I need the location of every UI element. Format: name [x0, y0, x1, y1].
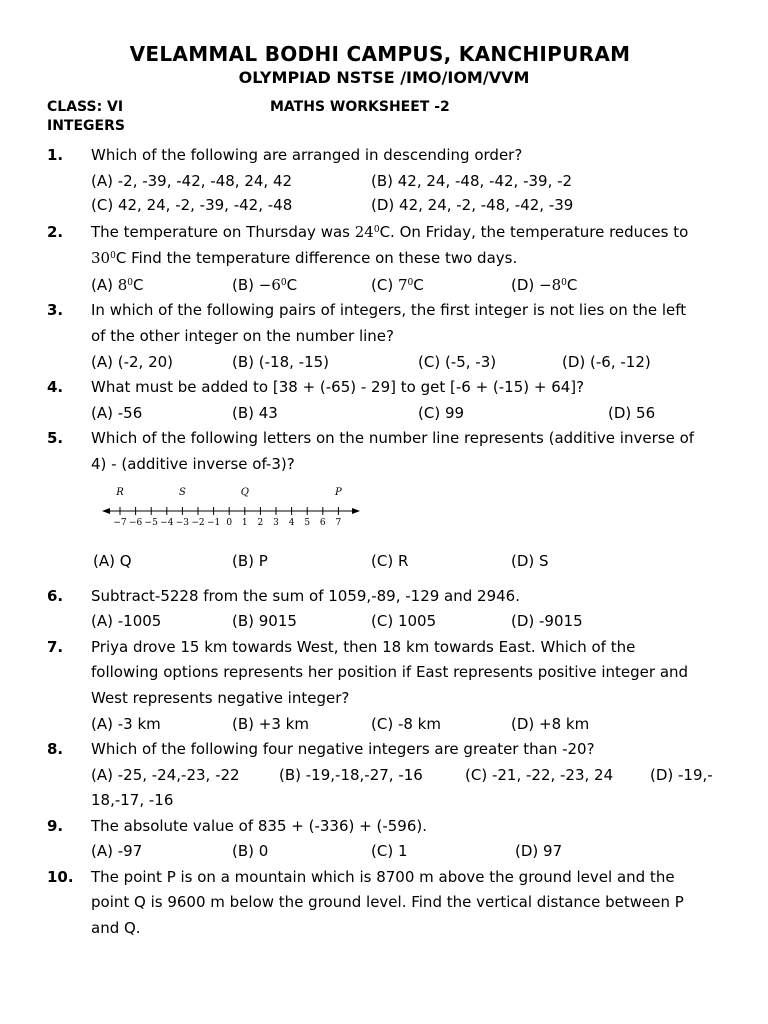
option-d-continued: 18,-17, -16	[91, 791, 174, 809]
question-text-line-3: and Q.	[91, 919, 141, 937]
option-c: (C) 1	[371, 842, 408, 860]
option-d: (D) S	[511, 552, 549, 570]
tick-label: −7	[113, 518, 127, 528]
question-text-line-3: West represents negative integer?	[91, 689, 350, 707]
point-label-q: Q	[240, 487, 249, 498]
option-d: (D) -9015	[511, 612, 583, 630]
question-text-line-1: In which of the following pairs of integers, the first integer is not lies on the left	[91, 301, 687, 319]
tick-label: −4	[160, 518, 174, 528]
tick-label: 4	[288, 518, 295, 528]
question-text-line-2: following options represents her position if East represents positive integer and	[91, 663, 689, 681]
question-number: 4.	[47, 378, 64, 396]
option-c: (C) -8 km	[371, 715, 441, 733]
question-text: What must be added to [38 + (-65) - 29] to get [-6 + (-15) + 64]?	[91, 378, 585, 396]
option-b: (B) 9015	[232, 612, 297, 630]
option-b: (B) +3 km	[232, 715, 309, 733]
question-text-line-1: Which of the following letters on the number line represents (additive inverse of	[91, 429, 695, 447]
option-d: (D) +8 km	[511, 715, 590, 733]
option-d: (D) -19,-	[650, 766, 713, 784]
option-a: (A) $8^0C$	[91, 276, 144, 294]
option-a: (A) -97	[91, 842, 143, 860]
point-label-r: R	[116, 487, 124, 498]
tick-label: 3	[273, 518, 279, 528]
question-text-line-2: 4) - (additive inverse of-3)?	[91, 455, 295, 473]
question-text: The absolute value of 835 + (-336) + (-596).	[91, 817, 427, 835]
option-d: (D) 42, 24, -2, -48, -42, -39	[371, 196, 574, 214]
option-a: (A) -1005	[91, 612, 162, 630]
option-b: (B) 0	[232, 842, 269, 860]
question-number: 5.	[47, 429, 64, 447]
option-a: (A) -3 km	[91, 715, 161, 733]
question-number: 7.	[47, 638, 64, 656]
option-d: (D) 56	[608, 404, 656, 422]
topic-label: INTEGERS	[47, 118, 125, 134]
question-text-line-2: of the other integer on the number line?	[91, 327, 394, 345]
number-line-points	[115, 487, 342, 498]
question-text-line-1: Priya drove 15 km towards West, then 18 km towards East. Which of the	[91, 638, 636, 656]
tick-label: 6	[319, 518, 326, 528]
olympiad-subtitle: OLYMPIAD NSTSE /IMO/IOM/VVM	[238, 68, 530, 87]
worksheet-title: MATHS WORKSHEET -2	[270, 99, 450, 115]
tick-label: −2	[191, 518, 205, 528]
tick-label: −6	[128, 518, 143, 528]
option-a: (A) (-2, 20)	[91, 353, 174, 371]
option-a: (A) -25, -24,-23, -22	[91, 766, 240, 784]
question-text: Subtract-5228 from the sum of 1059,-89, -129 and 2946.	[91, 587, 520, 605]
option-c: (C) (-5, -3)	[418, 353, 497, 371]
tick-label: −3	[175, 518, 190, 528]
left-arrow-icon	[102, 508, 110, 514]
option-d: (D) (-6, -12)	[562, 353, 651, 371]
option-b: (B) 43	[232, 404, 278, 422]
question-number: 2.	[47, 223, 64, 241]
option-d: $(D) -8^0C$	[511, 276, 578, 294]
tick-label: −5	[144, 518, 158, 528]
question-text-line-1: The temperature on Thursday was $24^0C$. On Friday, the temperature reduces to	[91, 223, 689, 241]
right-arrow-icon	[352, 508, 360, 514]
tick-label: −1	[206, 518, 221, 528]
option-d: (D) 97	[515, 842, 563, 860]
question-number: 1.	[47, 146, 64, 164]
option-a: (A) -2, -39, -42, -48, 24, 42	[91, 172, 293, 190]
question-number: 3.	[47, 301, 64, 319]
number-line-ticks	[113, 507, 341, 528]
option-c: (C) 42, 24, -2, -39, -42, -48	[91, 196, 293, 214]
question-number: 6.	[47, 587, 64, 605]
option-a: (A) -56	[91, 404, 143, 422]
option-b: $(B) -6^0C$	[232, 276, 298, 294]
question-number: 8.	[47, 740, 64, 758]
tick-label: 1	[241, 518, 248, 528]
option-b: (B) -19,-18,-27, -16	[279, 766, 423, 784]
question-text-line-1: The point P is on a mountain which is 8700 m above the ground level and the	[91, 868, 675, 886]
class-label: CLASS: VI	[47, 99, 124, 115]
point-label-p: P	[335, 487, 342, 498]
option-c: (C) $7^0C$	[371, 276, 424, 294]
option-c: (C) 1005	[371, 612, 437, 630]
school-title: VELAMMAL BODHI CAMPUS, KANCHIPURAM	[129, 42, 631, 66]
option-b: (B) 42, 24, -48, -42, -39, -2	[371, 172, 573, 190]
number-line-figure	[100, 483, 362, 531]
tick-label: 2	[257, 518, 264, 528]
tick-label: 5	[304, 518, 311, 528]
option-a: (A) Q	[93, 552, 132, 570]
point-label-s: S	[178, 487, 186, 498]
question-text-line-2: $30^0C$ Find the temperature difference on these two days.	[91, 249, 518, 267]
option-b: (B) P	[232, 552, 268, 570]
tick-label: 0	[226, 518, 233, 528]
question-text: Which of the following are arranged in descending order?	[91, 146, 523, 164]
option-b: (B) (-18, -15)	[232, 353, 330, 371]
tick-label: 7	[335, 518, 342, 528]
option-c: (C) 99	[418, 404, 465, 422]
question-text: Which of the following four negative integers are greater than -20?	[91, 740, 595, 758]
question-number: 9.	[47, 817, 64, 835]
option-c: (C) -21, -22, -23, 24	[465, 766, 614, 784]
question-number: 10.	[47, 868, 74, 886]
question-text-line-2: point Q is 9600 m below the ground level. Find the vertical distance between P	[91, 893, 684, 911]
option-c: (C) R	[371, 552, 409, 570]
